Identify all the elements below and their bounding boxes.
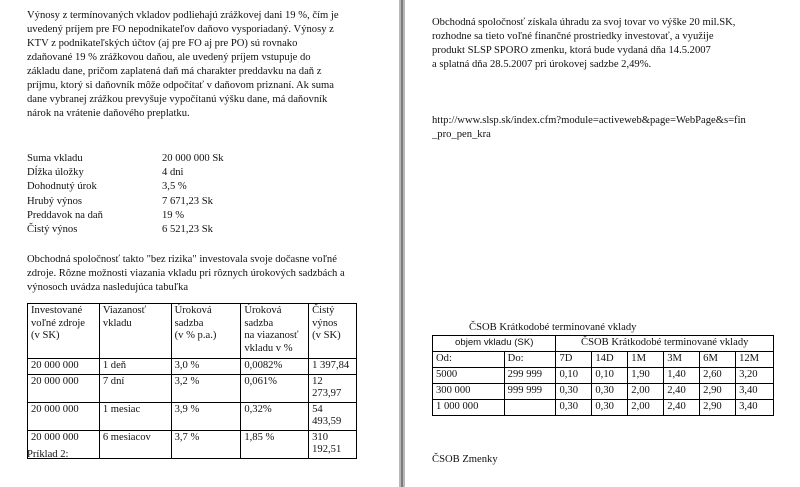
csob-cell: 0,30 [592,400,628,416]
csob-row [433,384,774,400]
summary-label: Suma vkladu [27,153,83,164]
csob-cell: 1,40 [664,368,700,384]
csob-cell: 5000 [433,368,505,384]
summary-row [27,223,224,237]
csob-cell: 0,30 [592,384,628,400]
csob-cell: 299 999 [504,368,556,384]
table-cell: 1 397,84 [309,359,357,375]
table-cell: 3,0 % [171,359,241,375]
csob-cell: 2,60 [700,368,736,384]
csob-cell: 2,90 [700,400,736,416]
table-cell: 3,9 % [171,402,241,430]
url-line[interactable]: _pro_pen_kra [432,129,491,140]
table-cell: 3,7 % [171,430,241,458]
csob-rates-table [432,335,774,416]
csob-cell: 0,30 [556,400,592,416]
summary-label: Čistý výnos [27,223,78,235]
summary-row [27,166,224,180]
paragraph-line: rozhodne sa tieto voľné finančné prostriedky investovať, a využije [432,31,714,42]
csob-table-title: ČSOB Krátkodobé terminované vklady [469,322,637,333]
table-cell: 20 000 000 [28,374,100,402]
csob-subheader-cell: 3M [664,352,700,368]
csob-cell: 300 000 [433,384,505,400]
csob-cell [504,400,556,416]
summary-value: 19 % [162,209,185,221]
summary-row [27,209,224,223]
csob-cell: 0,10 [556,368,592,384]
summary-label: Preddavok na daň [27,209,103,221]
summary-label: Hrubý výnos [27,195,83,207]
table-cell: 3,2 % [171,374,241,402]
table-header-cell: Úroková sadzba (v % p.a.) [171,304,241,359]
csob-cell: 2,40 [664,400,700,416]
slsp-url[interactable] [432,114,746,142]
intro-line: Výnosy z termínovaných vkladov podliehajú zrážkovej dani 19 %, čím je [27,10,339,21]
table-cell: 0,0082% [241,359,309,375]
csob-cell: 3,20 [736,368,774,384]
summary-value: 20 000 000 Sk [162,153,224,164]
csob-zmenky-heading: ČSOB Zmenky [432,454,498,465]
table-row [28,359,357,375]
csob-cell: 0,30 [556,384,592,400]
csob-cell: 3,40 [736,384,774,400]
table-cell: 310 192,51 [309,430,357,458]
csob-cell: 1,90 [628,368,664,384]
table-header-cell: Úroková sadzba na viazanosť vkladu v % [241,304,309,359]
csob-subheader-cell: 12M [736,352,774,368]
paragraph-line: Obchodná spoločnosť získala úhradu za svoj tovar vo výške 20 mil.SK, [432,17,736,28]
table-row [28,374,357,402]
summary-row [27,152,224,166]
csob-subheader-row [433,352,774,368]
csob-cell: 0,10 [592,368,628,384]
paragraph-line: a splatná dňa 28.5.2007 pri úrokovej sadzbe 2,49%. [432,59,652,70]
paragraph-line: výnosoch uvádza nasledujúca tabuľka [27,282,189,293]
csob-header-row [433,336,774,352]
table-cell: 6 mesiacov [99,430,171,458]
summary-row [27,195,224,209]
csob-subheader-cell: 7D [556,352,592,368]
csob-cell: 2,00 [628,384,664,400]
paragraph-line: Obchodná spoločnosť takto "bez rizika" investovala svoje dočasne voľné [27,254,337,265]
right-document-page [405,0,800,487]
table-cell: 0,061% [241,374,309,402]
table-header-row [28,304,357,359]
table-cell: 7 dní [99,374,171,402]
intro-line: nárok na vrátenie daňového preplatku. [27,108,190,119]
table-cell: 1,85 % [241,430,309,458]
csob-row [433,368,774,384]
table-cell: 20 000 000 [28,430,100,458]
csob-cell: 1 000 000 [433,400,505,416]
csob-subheader-cell: 14D [592,352,628,368]
summary-value: 6 521,23 Sk [162,223,213,235]
table-header-cell: Viazanosť vkladu [99,304,171,359]
csob-subheader-cell: 1M [628,352,664,368]
intro-line: uvedený príjem pre FO nepodnikateľov daňovo vysporiadaný. Výnosy z [27,24,334,35]
table-cell: 1 mesiac [99,402,171,430]
table-cell: 12 273,97 [309,374,357,402]
table-cell: 0,32% [241,402,309,430]
table-cell: 20 000 000 [28,359,100,375]
intro-line: KTV z podnikateľských účtov (aj pre FO aj pre PO) sú rovnako [27,38,298,49]
table-header-cell: Investované voľné zdroje (v SK) [28,304,100,359]
csob-subheader-cell: Do: [504,352,556,368]
summary-value: 7 671,23 Sk [162,195,213,207]
csob-volume-header: objem vkladu (SK) [433,336,556,352]
investment-paragraph [27,253,345,295]
csob-cell: 2,40 [664,384,700,400]
paragraph-line: zdroje. Rôzne možnosti viazania vkladu pri rôznych úrokových sadzbách a [27,268,345,279]
left-document-page [0,0,398,487]
summary-value: 3,5 % [162,181,187,193]
deposit-summary [27,152,224,237]
summary-value: 4 dni [162,167,184,179]
intro-paragraph [27,9,339,121]
summary-row [27,180,224,194]
company-paragraph [432,16,735,72]
table-row [28,402,357,430]
table-cell: 1 deň [99,359,171,375]
csob-row [433,400,774,416]
summary-label: Dĺžka úložky [27,167,84,179]
csob-cell: 2,00 [628,400,664,416]
intro-line: zdaňované 19 % zrážkovou daňou, ale uvedený príjem vstupuje do [27,52,311,63]
investment-table [27,303,357,459]
summary-label: Dohodnutý úrok [27,181,97,193]
csob-rates-header: ČSOB Krátkodobé terminované vklady [556,336,774,352]
intro-line: dane vybranej zrážkou prevyšuje vypočítanú výšku dane, má daňovník [27,94,328,105]
intro-line: základu dane, pričom zaplatená daň má charakter preddavku na daň z [27,66,322,77]
csob-subheader-cell: Od: [433,352,505,368]
url-line[interactable]: http://www.slsp.sk/index.cfm?module=activeweb&page=WebPage&s=fin [432,115,746,126]
csob-subheader-cell: 6M [700,352,736,368]
table-cell: 20 000 000 [28,402,100,430]
table-row [28,430,357,458]
csob-cell: 2,90 [700,384,736,400]
example-heading: Príklad 2: [27,449,69,460]
table-header-cell: Čistý výnos (v SK) [309,304,357,359]
paragraph-line: produkt SLSP SPORO zmenku, ktorá bude vydaná dňa 14.5.2007 [432,45,711,56]
intro-line: príjmu, ktorý si daňovník môže odpočítať v daňovom priznaní. Ak suma [27,80,334,91]
table-cell: 54 493,59 [309,402,357,430]
csob-cell: 999 999 [504,384,556,400]
csob-cell: 3,40 [736,400,774,416]
